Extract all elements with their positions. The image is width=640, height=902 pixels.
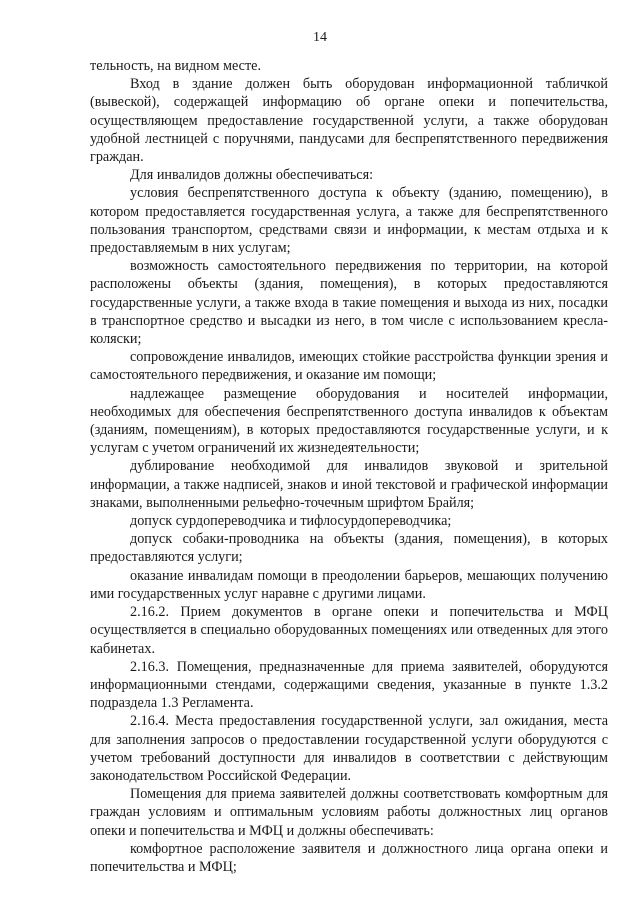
paragraph: Вход в здание должен быть оборудован информационной табличкой (вывеской), содержащей информацию об органе опеки и попечительства, осуществляющем предоставление государственной услуги, а также оборудован удобной лестницей с поручнями, пандусами для беспрепятственного передвижения граждан. bbox=[90, 76, 608, 166]
document-body bbox=[90, 57, 608, 876]
paragraph: тельность, на видном месте. bbox=[90, 58, 262, 74]
list-item: сопровождение инвалидов, имеющих стойкие расстройства функции зрения и самостоятельного передвижения, и оказание им помощи; bbox=[90, 349, 608, 384]
list-item: комфортное расположение заявителя и должностного лица органа опеки и попечительства и МФЦ; bbox=[90, 840, 608, 875]
page-number: 14 bbox=[313, 30, 327, 45]
list-item: надлежащее размещение оборудования и носителей информации, необходимых для обеспечения беспрепятственного доступа инвалидов к объектам (зданиям, помещениям), в которых предоставляются государственные услуги, и к услугам с учетом ограничений их жизнедеятельности; bbox=[90, 385, 608, 457]
list-item: дублирование необходимой для инвалидов звуковой и зрительной информации, а также надписей, знаков и иной текстовой и графической информации знаками, выполненными рельефно-точечным шрифтом Брайля; bbox=[90, 458, 608, 511]
paragraph: Помещения для приема заявителей должны соответствовать комфортным для граждан условиям и оптимальным условиям работы должностных лиц органов опеки и попечительства и МФЦ и должны обеспечивать: bbox=[90, 786, 608, 839]
list-item: возможность самостоятельного передвижения по территории, на которой расположены объекты (здания, помещения), в которых предоставляются государственные услуги, а также входа в такие помещения и выхода из них, посадки в транспортное средство и высадки из него, в том числе с использованием кресла-коляски; bbox=[90, 258, 608, 348]
list-item: условия беспрепятственного доступа к объекту (зданию, помещению), в котором предоставляется государственная услуга, а также для беспрепятственного пользования транспортом, средствами связи и информации, к местам отдыха и к предоставляемым в них услугам; bbox=[90, 185, 608, 257]
paragraph: Для инвалидов должны обеспечиваться: bbox=[130, 167, 374, 184]
section-clause: 2.16.3. Помещения, предназначенные для приема заявителей, оборудуются информационными стендами, содержащими сведения, указанные в пункте 1.3.2 подраздела 1.3 Регламента. bbox=[90, 658, 608, 712]
list-item: оказание инвалидам помощи в преодолении барьеров, мешающих получению ими государственных услуг наравне с другими лицами. bbox=[90, 567, 608, 602]
section-clause: 2.16.2. Прием документов в органе опеки и попечительства и МФЦ осуществляется в специально оборудованных помещениях или отведенных для этого кабинетах. bbox=[90, 604, 608, 657]
list-item: допуск сурдопереводчика и тифлосурдопереводчика; bbox=[130, 513, 452, 530]
section-clause: 2.16.4. Места предоставления государственной услуги, зал ожидания, места для заполнения запросов о предоставлении государственной услуги оборудуются с учетом требований доступности для инвалидов в соответствии с действующим законодательством Российской Федерации. bbox=[90, 713, 608, 784]
list-item: допуск собаки-проводника на объекты (здания, помещения), в которых предоставляются услуги; bbox=[90, 531, 608, 566]
